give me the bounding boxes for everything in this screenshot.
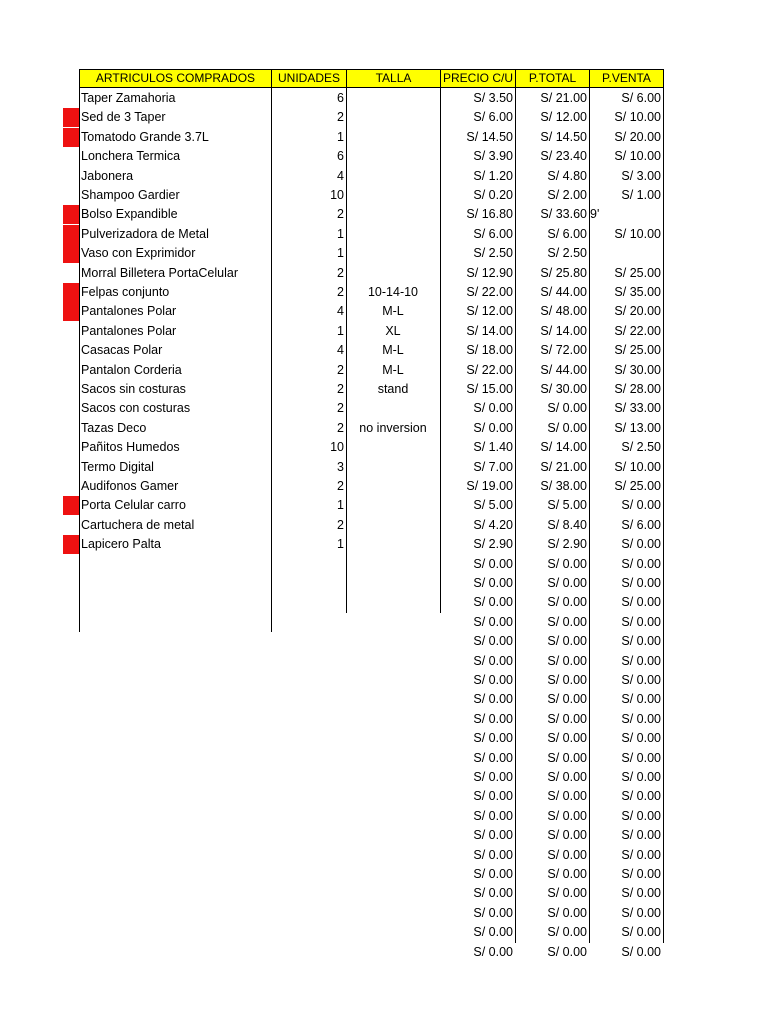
venta-cell[interactable]: S/ 0.00 xyxy=(621,731,661,746)
units-cell[interactable]: 2 xyxy=(337,265,344,280)
precio-cell[interactable]: S/ 0.00 xyxy=(473,808,513,823)
venta-cell[interactable]: S/ 13.00 xyxy=(614,420,661,435)
total-cell[interactable]: S/ 4.80 xyxy=(547,168,587,183)
precio-cell[interactable]: S/ 4.20 xyxy=(473,517,513,532)
total-cell[interactable]: S/ 48.00 xyxy=(540,304,587,319)
talla-cell[interactable] xyxy=(346,846,440,865)
total-cell[interactable]: S/ 38.00 xyxy=(540,479,587,493)
talla-cell[interactable] xyxy=(346,147,440,166)
item-name-cell[interactable]: Casacas Polar xyxy=(81,343,163,358)
total-cell[interactable]: S/ 14.50 xyxy=(540,129,587,144)
total-cell[interactable]: S/ 12.00 xyxy=(540,110,587,125)
item-name-cell[interactable] xyxy=(79,593,271,612)
total-cell[interactable]: S/ 0.00 xyxy=(547,556,587,571)
header-talla[interactable]: TALLA xyxy=(346,69,441,88)
item-name-cell[interactable] xyxy=(79,690,271,709)
total-cell[interactable]: S/ 0.00 xyxy=(547,750,587,765)
units-cell[interactable] xyxy=(271,749,346,768)
venta-cell[interactable]: S/ 0.00 xyxy=(621,770,661,784)
venta-cell[interactable]: S/ 33.00 xyxy=(614,401,661,416)
venta-cell[interactable]: S/ 0.00 xyxy=(621,750,661,765)
units-cell[interactable] xyxy=(271,652,346,671)
venta-cell[interactable]: S/ 20.00 xyxy=(614,304,661,319)
venta-cell[interactable]: S/ 0.00 xyxy=(621,808,661,823)
precio-cell[interactable]: S/ 0.00 xyxy=(473,847,513,862)
total-cell[interactable]: S/ 8.40 xyxy=(547,517,587,532)
venta-cell[interactable]: S/ 30.00 xyxy=(614,362,661,377)
units-cell[interactable]: 1 xyxy=(337,246,344,261)
item-name-cell[interactable] xyxy=(79,768,271,787)
precio-cell[interactable]: S/ 0.00 xyxy=(473,905,513,920)
precio-cell[interactable]: S/ 0.20 xyxy=(473,188,513,202)
red-highlight-marker xyxy=(63,283,79,302)
units-cell[interactable]: 4 xyxy=(337,168,344,183)
units-cell[interactable] xyxy=(271,613,346,632)
item-name-cell[interactable] xyxy=(79,632,271,651)
talla-cell[interactable] xyxy=(346,807,440,826)
column-border-articulos xyxy=(79,88,80,632)
talla-cell[interactable] xyxy=(346,535,440,554)
talla-cell[interactable]: M-L xyxy=(382,362,404,377)
total-cell[interactable]: S/ 0.00 xyxy=(547,614,587,629)
total-cell[interactable]: S/ 0.00 xyxy=(547,634,587,649)
precio-cell[interactable]: S/ 3.50 xyxy=(473,91,513,105)
header-unidades[interactable]: UNIDADES xyxy=(271,69,347,88)
venta-cell[interactable]: S/ 0.00 xyxy=(621,673,661,687)
red-highlight-marker xyxy=(63,128,79,147)
precio-cell[interactable]: S/ 0.00 xyxy=(473,401,513,416)
talla-cell[interactable] xyxy=(346,458,440,477)
precio-cell[interactable]: S/ 22.00 xyxy=(466,285,513,299)
red-highlight-marker xyxy=(63,205,79,224)
venta-cell[interactable]: S/ 0.00 xyxy=(621,905,661,920)
item-name-cell[interactable]: Sacos con costuras xyxy=(81,401,191,416)
units-cell[interactable] xyxy=(271,710,346,729)
venta-cell[interactable] xyxy=(589,244,663,263)
column-border-unidades xyxy=(271,88,272,632)
talla-cell[interactable] xyxy=(346,884,440,903)
precio-cell[interactable]: S/ 0.00 xyxy=(473,886,513,901)
units-cell[interactable] xyxy=(271,826,346,845)
units-cell[interactable] xyxy=(271,690,346,709)
total-cell[interactable]: S/ 14.00 xyxy=(540,440,587,455)
venta-cell[interactable]: S/ 0.00 xyxy=(621,711,661,726)
total-cell[interactable]: S/ 0.00 xyxy=(547,711,587,726)
units-cell[interactable]: 6 xyxy=(337,91,344,105)
item-name-cell[interactable]: Pantalones Polar xyxy=(81,323,177,338)
venta-cell[interactable]: S/ 0.00 xyxy=(621,692,661,707)
precio-cell[interactable]: S/ 0.00 xyxy=(473,420,513,435)
talla-cell[interactable] xyxy=(346,710,440,729)
units-cell[interactable] xyxy=(271,943,346,962)
item-name-cell[interactable] xyxy=(79,807,271,826)
venta-cell[interactable]: S/ 3.00 xyxy=(621,168,661,183)
talla-cell[interactable] xyxy=(346,496,440,515)
item-name-cell[interactable]: Tazas Deco xyxy=(81,420,147,435)
units-cell[interactable]: 1 xyxy=(337,498,344,513)
total-cell[interactable]: S/ 14.00 xyxy=(540,323,587,338)
item-name-cell[interactable] xyxy=(79,671,271,690)
talla-cell[interactable] xyxy=(346,244,440,263)
venta-cell[interactable]: S/ 10.00 xyxy=(614,459,661,474)
venta-cell[interactable]: S/ 0.00 xyxy=(621,847,661,862)
precio-cell[interactable]: S/ 15.00 xyxy=(466,382,513,396)
total-cell[interactable]: S/ 0.00 xyxy=(547,944,587,959)
talla-cell[interactable] xyxy=(346,690,440,709)
venta-cell[interactable]: S/ 0.00 xyxy=(621,498,661,513)
units-cell[interactable] xyxy=(271,787,346,806)
total-cell[interactable]: S/ 0.00 xyxy=(547,595,587,610)
venta-cell[interactable]: S/ 6.00 xyxy=(621,517,661,532)
precio-cell[interactable]: S/ 0.00 xyxy=(473,750,513,765)
item-name-cell[interactable] xyxy=(79,787,271,806)
precio-cell[interactable]: S/ 0.00 xyxy=(473,925,513,940)
units-cell[interactable]: 10 xyxy=(330,440,344,455)
units-cell[interactable]: 4 xyxy=(337,304,344,319)
talla-cell[interactable] xyxy=(346,652,440,671)
column-border-right xyxy=(663,88,664,943)
talla-cell[interactable] xyxy=(346,516,440,535)
total-cell[interactable]: S/ 0.00 xyxy=(547,673,587,687)
precio-cell[interactable]: S/ 2.50 xyxy=(473,246,513,261)
red-highlight-marker xyxy=(63,244,79,263)
precio-cell[interactable]: S/ 0.00 xyxy=(473,653,513,668)
units-cell[interactable] xyxy=(271,593,346,612)
talla-cell[interactable]: no inversion xyxy=(359,420,427,435)
precio-cell[interactable]: S/ 2.90 xyxy=(473,537,513,552)
venta-cell[interactable]: S/ 20.00 xyxy=(614,129,661,144)
item-name-cell[interactable]: Porta Celular carro xyxy=(81,498,186,513)
column-border-venta xyxy=(589,88,590,943)
precio-cell[interactable]: S/ 0.00 xyxy=(473,789,513,804)
units-cell[interactable]: 6 xyxy=(337,149,344,164)
item-name-cell[interactable] xyxy=(79,574,271,593)
red-highlight-marker xyxy=(63,496,79,515)
total-cell[interactable]: S/ 21.00 xyxy=(540,91,587,105)
units-cell[interactable] xyxy=(271,807,346,826)
precio-cell[interactable]: S/ 14.00 xyxy=(466,323,513,338)
total-cell[interactable]: S/ 0.00 xyxy=(547,770,587,784)
venta-cell[interactable]: S/ 25.00 xyxy=(614,265,661,280)
item-name-cell[interactable] xyxy=(79,943,271,962)
item-name-cell[interactable]: Pantalones Polar xyxy=(81,304,177,319)
venta-cell[interactable]: S/ 6.00 xyxy=(621,91,661,105)
precio-cell[interactable]: S/ 0.00 xyxy=(473,867,513,881)
precio-cell[interactable]: S/ 0.00 xyxy=(473,770,513,784)
units-cell[interactable] xyxy=(271,768,346,787)
units-cell[interactable]: 2 xyxy=(337,110,344,125)
talla-cell[interactable]: 10-14-10 xyxy=(367,285,419,299)
precio-cell[interactable]: S/ 18.00 xyxy=(466,343,513,358)
precio-cell[interactable]: S/ 0.00 xyxy=(473,634,513,649)
total-cell[interactable]: S/ 2.00 xyxy=(547,188,587,202)
talla-cell[interactable] xyxy=(346,205,440,224)
precio-cell[interactable]: S/ 12.00 xyxy=(466,304,513,319)
talla-cell[interactable] xyxy=(346,89,440,108)
precio-cell[interactable]: S/ 0.00 xyxy=(473,711,513,726)
item-name-cell[interactable] xyxy=(79,710,271,729)
units-cell[interactable] xyxy=(271,632,346,651)
item-name-cell[interactable] xyxy=(79,826,271,845)
item-name-cell[interactable] xyxy=(79,613,271,632)
total-cell[interactable]: S/ 23.40 xyxy=(540,149,587,164)
item-name-cell[interactable]: Shampoo Gardier xyxy=(81,188,180,202)
talla-cell[interactable]: stand xyxy=(377,382,409,396)
item-name-cell[interactable]: Pulverizadora de Metal xyxy=(81,226,209,241)
venta-cell[interactable]: S/ 10.00 xyxy=(614,149,661,164)
venta-cell[interactable]: S/ 0.00 xyxy=(621,886,661,901)
precio-cell[interactable]: S/ 3.90 xyxy=(473,149,513,164)
venta-cell[interactable]: S/ 10.00 xyxy=(614,226,661,241)
header-venta[interactable]: P.VENTA xyxy=(589,69,664,88)
total-cell[interactable]: S/ 5.00 xyxy=(547,498,587,513)
total-cell[interactable]: S/ 0.00 xyxy=(547,401,587,416)
venta-cell[interactable]: S/ 0.00 xyxy=(621,634,661,649)
item-name-cell[interactable]: Bolso Expandible xyxy=(81,207,178,222)
units-cell[interactable]: 1 xyxy=(337,537,344,552)
precio-cell[interactable]: S/ 0.00 xyxy=(473,731,513,746)
total-cell[interactable]: S/ 2.50 xyxy=(547,246,587,261)
item-name-cell[interactable]: Termo Digital xyxy=(81,459,154,474)
talla-cell[interactable] xyxy=(346,787,440,806)
item-name-cell[interactable] xyxy=(79,904,271,923)
venta-cell[interactable]: S/ 0.00 xyxy=(621,537,661,552)
talla-cell[interactable] xyxy=(346,943,440,962)
units-cell[interactable]: 2 xyxy=(337,285,344,299)
venta-cell[interactable]: S/ 0.00 xyxy=(621,828,661,843)
item-name-cell[interactable]: Audifonos Gamer xyxy=(81,479,179,493)
units-cell[interactable] xyxy=(271,923,346,942)
total-cell[interactable]: S/ 0.00 xyxy=(547,847,587,862)
talla-cell[interactable] xyxy=(346,904,440,923)
precio-cell[interactable]: S/ 1.20 xyxy=(473,168,513,183)
venta-cell[interactable]: S/ 0.00 xyxy=(621,944,661,959)
talla-cell[interactable] xyxy=(346,438,440,457)
item-name-cell[interactable]: Lonchera Termica xyxy=(81,149,181,164)
total-cell[interactable]: S/ 0.00 xyxy=(547,731,587,746)
precio-cell[interactable]: S/ 5.00 xyxy=(473,498,513,513)
total-cell[interactable]: S/ 0.00 xyxy=(547,867,587,881)
venta-cell[interactable]: S/ 28.00 xyxy=(614,382,661,396)
venta-cell[interactable]: S/ 0.00 xyxy=(621,614,661,629)
item-name-cell[interactable] xyxy=(79,652,271,671)
total-cell[interactable]: S/ 0.00 xyxy=(547,420,587,435)
talla-cell[interactable] xyxy=(346,264,440,283)
venta-cell[interactable]: S/ 35.00 xyxy=(614,285,661,299)
total-cell[interactable]: S/ 25.80 xyxy=(540,265,587,280)
item-name-cell[interactable]: Felpas conjunto xyxy=(81,285,170,299)
red-highlight-marker xyxy=(63,535,79,554)
talla-cell[interactable] xyxy=(346,749,440,768)
units-cell[interactable] xyxy=(271,846,346,865)
precio-cell[interactable]: S/ 1.40 xyxy=(473,440,513,455)
header-precio[interactable]: PRECIO C/U xyxy=(440,69,516,88)
units-cell[interactable]: 2 xyxy=(337,207,344,222)
total-cell[interactable]: S/ 0.00 xyxy=(547,905,587,920)
precio-cell[interactable]: S/ 0.00 xyxy=(473,576,513,590)
units-cell[interactable]: 2 xyxy=(337,362,344,377)
talla-cell[interactable] xyxy=(346,768,440,787)
precio-cell[interactable]: S/ 6.00 xyxy=(473,226,513,241)
talla-cell[interactable] xyxy=(346,167,440,186)
talla-cell[interactable] xyxy=(346,225,440,244)
talla-cell[interactable] xyxy=(346,186,440,205)
column-border-talla xyxy=(346,88,347,613)
item-name-cell[interactable] xyxy=(79,865,271,884)
talla-cell[interactable] xyxy=(346,399,440,418)
total-cell[interactable]: S/ 21.00 xyxy=(540,459,587,474)
item-name-cell[interactable]: Cartuchera de metal xyxy=(81,517,195,532)
talla-cell[interactable] xyxy=(346,574,440,593)
total-cell[interactable]: S/ 0.00 xyxy=(547,808,587,823)
units-cell[interactable]: 4 xyxy=(337,343,344,358)
venta-cell[interactable]: S/ 0.00 xyxy=(621,595,661,610)
venta-cell[interactable]: S/ 0.00 xyxy=(621,789,661,804)
units-cell[interactable]: 2 xyxy=(337,479,344,493)
precio-cell[interactable]: S/ 0.00 xyxy=(473,595,513,610)
red-highlight-marker xyxy=(63,108,79,127)
item-name-cell[interactable]: Jabonera xyxy=(81,168,134,183)
units-cell[interactable] xyxy=(271,555,346,574)
total-cell[interactable]: S/ 0.00 xyxy=(547,789,587,804)
units-cell[interactable] xyxy=(271,671,346,690)
item-name-cell[interactable]: Vaso con Exprimidor xyxy=(81,246,196,261)
units-cell[interactable]: 2 xyxy=(337,382,344,396)
units-cell[interactable]: 2 xyxy=(337,517,344,532)
talla-cell[interactable] xyxy=(346,128,440,147)
venta-cell[interactable]: S/ 0.00 xyxy=(621,925,661,940)
item-name-cell[interactable] xyxy=(79,884,271,903)
total-cell[interactable]: S/ 6.00 xyxy=(547,226,587,241)
talla-cell[interactable] xyxy=(346,671,440,690)
units-cell[interactable]: 1 xyxy=(337,226,344,241)
units-cell[interactable] xyxy=(271,574,346,593)
units-cell[interactable] xyxy=(271,884,346,903)
units-cell[interactable] xyxy=(271,729,346,748)
precio-cell[interactable]: S/ 12.90 xyxy=(466,265,513,280)
total-cell[interactable]: S/ 72.00 xyxy=(540,343,587,358)
talla-cell[interactable] xyxy=(346,923,440,942)
precio-cell[interactable]: S/ 14.50 xyxy=(466,129,513,144)
precio-cell[interactable]: S/ 19.00 xyxy=(466,479,513,493)
precio-cell[interactable]: S/ 22.00 xyxy=(466,362,513,377)
total-cell[interactable]: S/ 0.00 xyxy=(547,692,587,707)
precio-cell[interactable]: S/ 0.00 xyxy=(473,828,513,843)
total-cell[interactable]: S/ 44.00 xyxy=(540,285,587,299)
venta-cell[interactable]: S/ 0.00 xyxy=(621,867,661,881)
total-cell[interactable]: S/ 30.00 xyxy=(540,382,587,396)
talla-cell[interactable] xyxy=(346,613,440,632)
precio-cell[interactable]: S/ 0.00 xyxy=(473,692,513,707)
precio-cell[interactable]: S/ 7.00 xyxy=(473,459,513,474)
precio-cell[interactable]: S/ 0.00 xyxy=(473,614,513,629)
precio-cell[interactable]: S/ 16.80 xyxy=(466,207,513,222)
talla-cell[interactable]: M-L xyxy=(382,304,404,319)
column-border-precio xyxy=(440,88,441,613)
precio-cell[interactable]: S/ 0.00 xyxy=(473,944,513,959)
venta-cell[interactable]: S/ 2.50 xyxy=(621,440,661,455)
item-name-cell[interactable]: Sacos sin costuras xyxy=(81,382,186,396)
units-cell[interactable]: 2 xyxy=(337,401,344,416)
item-name-cell[interactable]: Taper Zamahoria xyxy=(81,91,176,105)
talla-cell[interactable]: XL xyxy=(385,323,401,338)
item-name-cell[interactable] xyxy=(79,729,271,748)
item-name-cell[interactable] xyxy=(79,555,271,574)
red-highlight-marker xyxy=(63,302,79,321)
item-name-cell[interactable]: Sed de 3 Taper xyxy=(81,110,166,125)
talla-cell[interactable] xyxy=(346,826,440,845)
item-name-cell[interactable] xyxy=(79,846,271,865)
talla-cell[interactable] xyxy=(346,555,440,574)
units-cell[interactable]: 1 xyxy=(337,129,344,144)
talla-cell[interactable] xyxy=(346,632,440,651)
header-total[interactable]: P.TOTAL xyxy=(515,69,590,88)
total-cell[interactable]: S/ 2.90 xyxy=(547,537,587,552)
venta-cell[interactable]: S/ 25.00 xyxy=(614,479,661,493)
total-cell[interactable]: S/ 0.00 xyxy=(547,925,587,940)
item-name-cell[interactable] xyxy=(79,923,271,942)
talla-cell[interactable] xyxy=(346,477,440,496)
venta-cell[interactable]: S/ 0.00 xyxy=(621,576,661,590)
talla-cell[interactable]: M-L xyxy=(382,343,404,358)
item-name-cell[interactable]: Tomatodo Grande 3.7L xyxy=(81,129,209,144)
units-cell[interactable]: 1 xyxy=(337,323,344,338)
precio-cell[interactable]: S/ 0.00 xyxy=(473,673,513,687)
total-cell[interactable]: S/ 44.00 xyxy=(540,362,587,377)
precio-cell[interactable]: S/ 6.00 xyxy=(473,110,513,125)
units-cell[interactable]: 2 xyxy=(337,420,344,435)
item-name-cell[interactable] xyxy=(79,749,271,768)
total-cell[interactable]: S/ 0.00 xyxy=(547,886,587,901)
talla-cell[interactable] xyxy=(346,865,440,884)
units-cell[interactable]: 3 xyxy=(337,459,344,474)
precio-cell[interactable]: S/ 0.00 xyxy=(473,556,513,571)
units-cell[interactable] xyxy=(271,904,346,923)
total-cell[interactable]: S/ 0.00 xyxy=(547,828,587,843)
red-highlight-marker xyxy=(63,225,79,244)
units-cell[interactable]: 10 xyxy=(330,188,344,202)
talla-cell[interactable] xyxy=(346,593,440,612)
talla-cell[interactable] xyxy=(346,108,440,127)
item-name-cell[interactable]: Lapicero Palta xyxy=(81,537,161,552)
units-cell[interactable] xyxy=(271,865,346,884)
item-name-cell[interactable]: Pañitos Humedos xyxy=(81,440,180,455)
venta-cell[interactable]: S/ 0.00 xyxy=(621,556,661,571)
total-cell[interactable]: S/ 0.00 xyxy=(547,576,587,590)
venta-cell[interactable]: S/ 10.00 xyxy=(614,110,661,125)
venta-cell[interactable]: S/ 25.00 xyxy=(614,343,661,358)
venta-cell[interactable]: S/ 1.00 xyxy=(621,188,661,202)
item-name-cell[interactable]: Morral Billetera PortaCelular xyxy=(81,265,239,280)
total-cell[interactable]: S/ 0.00 xyxy=(547,653,587,668)
item-name-cell[interactable]: Pantalon Corderia xyxy=(81,362,182,377)
total-cell[interactable]: S/ 33.60 xyxy=(540,207,587,222)
header-articulos[interactable]: ARTRICULOS COMPRADOS xyxy=(79,69,272,88)
talla-cell[interactable] xyxy=(346,729,440,748)
column-border-total xyxy=(515,88,516,943)
venta-cell[interactable]: S/ 22.00 xyxy=(614,323,661,338)
venta-cell[interactable]: 9' xyxy=(590,207,600,222)
venta-cell[interactable]: S/ 0.00 xyxy=(621,653,661,668)
